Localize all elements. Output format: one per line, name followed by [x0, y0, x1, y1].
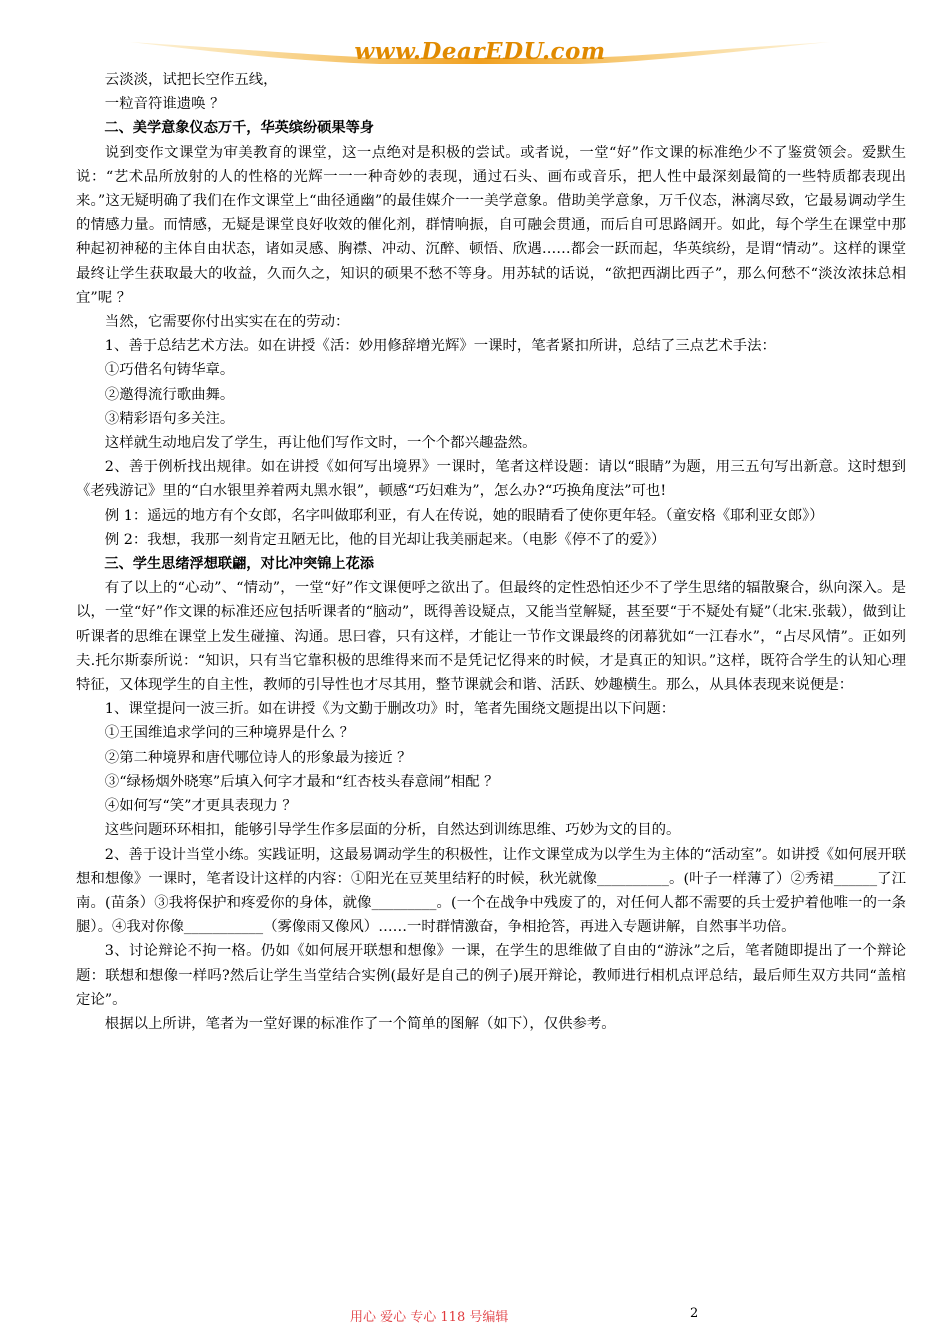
section-heading: 三、学生思绪浮想联翩，对比冲突锦上花添 [104, 556, 374, 573]
paragraph: 说到变作文课堂为审美教育的课堂，这一点绝对是积极的尝试。或者说，一堂“好”作文课的标准绝少不了鉴赏领会。爱默生说：“艺术品所放射的人的性格的光辉一一一种奇妙的表现，通过石头、画布或音乐，把人性中最深刻最简的一些特质都表现出来。”这无疑明确了我们在作文课堂上“曲径通幽”的最佳媒介一一美学意象。借助美学意象，万千仪态，淋漓尽致，它最易调动学生的情感力量。而情感，无疑是课堂良好收效的催化剂，群情响振，自可融会贯通，而后自可思路阔开。如此，每个学生在课堂中那种起初神秘的主体自由状态，诸如灵感、胸襟、冲动、沉醉、顿悟、欣遇……都会一跃而起，华英缤纷，是谓“情动”。这样的课堂最终让学生获取最大的收益，久而久之，知识的硕果不愁不等身。用苏轼的话说，“欲把西湖比西子”，那么何愁不“淡汝浓抹总相宜”呢 ？ [76, 144, 906, 306]
footer-editor-note: 用心 爱心 专心 118 号编辑 [350, 1310, 509, 1325]
paragraph: ③精彩语句多关注。 [104, 410, 235, 427]
article-body [76, 68, 906, 1036]
paragraph: 1、善于总结艺术方法。如在讲授《活：妙用修辞增光辉》一课时，笔者紧扣所讲，总结了三点艺术手法： [104, 338, 776, 355]
paragraph: ④如何写“笑”才更具表现力 ？ [104, 798, 297, 815]
paragraph: 这些问题环环相扣，能够引导学生作多层面的分析，自然达到训练思维、巧妙为文的目的。 [104, 822, 681, 839]
section-heading: 二、美学意象仪态万千，华英缤纷硕果等身 [104, 120, 374, 137]
site-logo: www.DearEDU.com [354, 38, 606, 65]
paragraph: 2、善于设计当堂小练。实践证明，这最易调动学生的积极性，让作文课堂成为以学生为主体的“活动室”。如讲授《如何展开联想和想像》一课时，笔者设计这样的内容：①阳光在豆荚里结籽的时候，秋光就像__________。(叶子一样薄了）②秀裙______了江南。(苗条）③我将保护和疼爱你的身体，就像_________。(一个在战争中残废了的，对任何人都不需要的兵士爱护着他唯一的一条腿）。④我对你像___________（雾像雨又像风）……一时群情激奋，争相抢答，再进入专题讲解，自然事半功倍。 [76, 846, 906, 936]
paragraph: 1、课堂提问一波三折。如在讲授《为文勤于删改功》时，笔者先围绕文题提出以下问题： [104, 701, 676, 718]
paragraph: 3、讨论辩论不拘一格。仍如《如何展开联想和想像》一课，在学生的思维做了自由的“游泳”之后，笔者随即提出了一个辩论题：联想和想像一样吗?然后让学生当堂结合实例(最好是自己的例子)展开辩论，教师进行相机点评总结，最后师生双方共同“盖棺定论”。 [76, 943, 906, 1008]
paragraph: ②第二种境界和唐代哪位诗人的形象最为接近 ？ [104, 749, 412, 766]
paragraph: 有了以上的“心动”、“情动”，一堂“好”作文课便呼之欲出了。但最终的定性恐怕还少不了学生思绪的辐散聚合，纵向深入。是以，一堂“好”作文课的标准还应包括听课者的“脑动”，既得善设疑点，又能当堂解疑，甚至要“于不疑处有疑”（北宋.张载），做到让听课者的思维在课堂上发生碰撞、沟通。思曰睿，只有这样，才能让一节作文课最终的闭幕犹如“一江春水”，“占尽风情”。正如列夫.托尔斯泰所说：“知识，只有当它靠积极的思维得来而不是凭记忆得来的时候，才是真正的知识。”这样，既符合学生的认知心理特征，又体现学生的自主性，教师的引导性也才尽其用，整节课就会和谐、活跃、妙趣横生。那么，从具体表现来说便是： [76, 580, 906, 694]
paragraph: ①王国维追求学问的三种境界是什么 ？ [104, 725, 355, 742]
paragraph: 一粒音符谁遗唤 ？ [104, 96, 225, 113]
page-number: 2 [690, 1306, 699, 1321]
paragraph: 这样就生动地启发了学生，再让他们写作文时，一个个都兴趣盎然。 [104, 435, 537, 452]
paragraph: 根据以上所讲，笔者为一堂好课的标准作了一个简单的图解（如下），仅供参考。 [104, 1015, 616, 1032]
paragraph: ③“绿杨烟外晓寒”后填入何字才最和“红杏枝头春意闹”相配 ？ [104, 773, 499, 790]
paragraph: 2、善于例析找出规律。如在讲授《如何写出境界》一课时，笔者这样设题：请以“眼睛”为题，用三五句写出新意。这时想到《老残游记》里的“白水银里养着两丸黑水银”，顿感“巧妇难为”，怎么办?“巧换角度法”可也! [76, 459, 906, 500]
paragraph: 当然，它需要你付出实实在在的劳动： [104, 314, 350, 331]
paragraph: ②邀得流行歌曲舞。 [104, 386, 235, 403]
page-footer [0, 1306, 950, 1326]
paragraph: 例 1：遥远的地方有个女郎，名字叫做耶利亚，有人在传说，她的眼睛看了使你更年轻。（童安格《耶利亚女郎》） [104, 507, 824, 524]
paragraph: 云淡淡，试把长空作五线， [104, 72, 278, 88]
paragraph: ①巧借名句铸华章。 [104, 362, 235, 379]
paragraph: 例 2：我想，我那一刻肯定丑陋无比，他的目光却让我美丽起来。（电影《停不了的爱》） [104, 531, 666, 548]
